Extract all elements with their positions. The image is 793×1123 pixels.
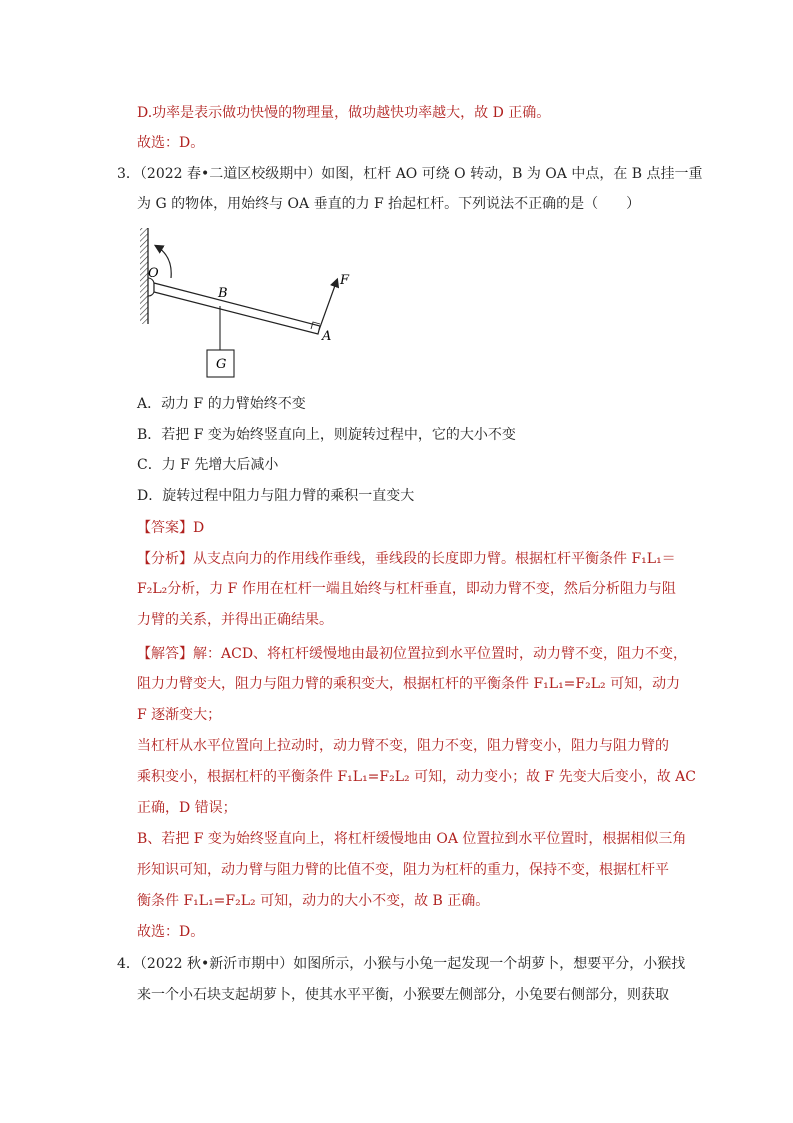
q3-solution-line3: F 逐渐变大； <box>137 707 222 723</box>
force-arrow <box>319 280 337 330</box>
label-o: O <box>148 266 159 281</box>
q3-solution-line2: 阻力力臂变大，阻力与阻力臂的乘积变大，根据杠杆的平衡条件 F₁L₁=F₂L₂ 可知，动力 <box>137 676 681 692</box>
label-f: F <box>340 273 350 288</box>
q3-solution-line8: 形知识可知，动力臂与阻力臂的比值不变，阻力为杠杆的重力，保持不变，根据杠杆平 <box>137 862 669 878</box>
label-b: B <box>218 286 228 301</box>
solution-text1: 解：ACD、将杠杆缓慢地由最初位置拉到水平位置时，动力臂不变，阻力不变， <box>193 646 688 662</box>
q3-solution-line5: 乘积变小，根据杠杆的平衡条件 F₁L₁=F₂L₂ 可知，动力变小；故 F 先变大后变小，故 AC <box>137 769 696 785</box>
q3-option-c: C．力 F 先增大后减小 <box>137 457 279 473</box>
q3-option-d: D．旋转过程中阻力与阻力臂的乘积一直变大 <box>137 488 415 504</box>
solution-label: 【解答】 <box>137 646 193 662</box>
q3-solution-line4: 当杠杆从水平位置向上拉动时，动力臂不变，阻力不变，阻力臂变小，阻力与阻力臂的 <box>137 738 669 754</box>
q3-solution-line1 <box>137 645 687 663</box>
answer-value: D <box>193 520 205 536</box>
q3-analysis-line3: 力臂的关系，并得出正确结果。 <box>137 612 333 628</box>
prev-choose: 故选：D。 <box>137 135 205 151</box>
q3-stem-line1: 3．（2022 春•二道区校级期中）如图，杠杆 AO 可绕 O 转动，B 为 OA 中点，在 B 点挂一重 <box>117 166 703 182</box>
q4-stem-line2: 来一个小石块支起胡萝卜，使其水平平衡，小猴要左侧部分，小兔要右侧部分，则获取 <box>137 987 669 1003</box>
lever-figure <box>138 226 358 386</box>
q3-solution-line6: 正确，D 错误； <box>137 800 237 816</box>
q4-stem-line1: 4．（2022 秋•新沂市期中）如图所示，小猴与小兔一起发现一个胡萝卜，想要平分，小猴找 <box>117 956 686 972</box>
q3-option-a: A．动力 F 的力臂始终不变 <box>137 396 306 412</box>
q3-answer <box>137 519 204 537</box>
wall-hatching <box>140 228 148 324</box>
analysis-label: 【分析】 <box>137 551 193 567</box>
label-a: A <box>322 329 332 344</box>
label-g: G <box>216 357 227 372</box>
q3-option-b: B．若把 F 变为始终竖直向上，则旋转过程中，它的大小不变 <box>137 427 516 443</box>
q3-solution-line9: 衡条件 F₁L₁=F₂L₂ 可知，动力的大小不变，故 B 正确。 <box>137 893 490 909</box>
analysis-text1: 从支点向力的作用线作垂线，垂线段的长度即力臂。根据杠杆平衡条件 F₁L₁＝ <box>193 551 676 567</box>
lever-bar <box>154 283 320 334</box>
answer-label: 【答案】 <box>137 520 193 536</box>
q3-solution-line7: B、若把 F 变为始终竖直向上，将杠杆缓慢地由 OA 位置拉到水平位置时，根据相似三角 <box>137 831 687 847</box>
q3-analysis-line2: F₂L₂分析，力 F 作用在杠杆一端且始终与杠杆垂直，即动力臂不变，然后分析阻力与阻 <box>137 581 676 597</box>
prev-option-d-explanation: D.功率是表示做功快慢的物理量，做功越快功率越大，故 D 正确。 <box>137 105 551 121</box>
q3-stem-line2: 为 G 的物体，用始终与 OA 垂直的力 F 抬起杠杆。下列说法不正确的是（ ） <box>137 196 641 212</box>
q3-analysis-line1 <box>137 550 676 568</box>
q3-choose: 故选：D。 <box>137 924 205 940</box>
